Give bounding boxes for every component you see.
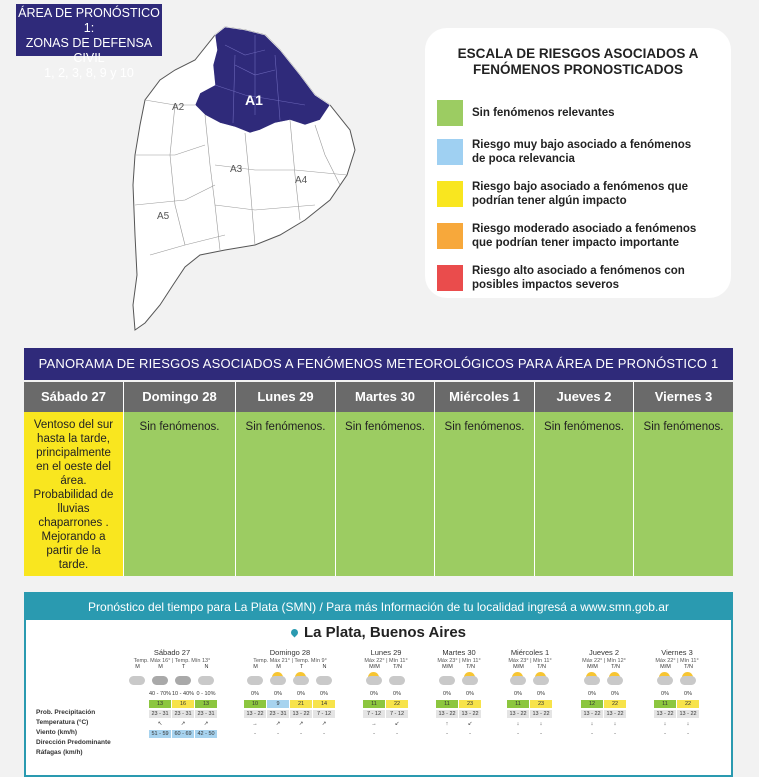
forecast-day — [507, 648, 553, 738]
forecast-row-dir — [126, 720, 218, 728]
forecast-value: 0 - 10% — [196, 691, 216, 697]
forecast-value: ↗ — [298, 721, 304, 727]
forecast-value: 7 - 12 — [386, 710, 408, 718]
period-label: M/M — [513, 664, 524, 670]
forecast-day — [581, 648, 627, 738]
period-label: M/M — [442, 664, 453, 670]
forecast-row-temp — [363, 700, 409, 708]
forecast-day-name: Miércoles 1 — [510, 648, 550, 657]
sun-cloud-icon — [290, 670, 313, 688]
sun-cloud-icon — [363, 670, 386, 688]
forecast-day-temps: Máx 22° | Mín 11° — [364, 658, 408, 664]
forecast-value: 10 - 40% — [172, 691, 195, 697]
forecast-value: 0% — [251, 691, 259, 697]
forecast-value: ↙ — [467, 721, 473, 727]
forecast-value: 22 — [386, 700, 408, 708]
forecast-day-temps: Máx 23° | Mín 11° — [437, 658, 481, 664]
period-label: M/M — [587, 664, 598, 670]
row-label: Ráfagas (km/h) — [36, 749, 83, 756]
forecast-value: 0% — [611, 691, 619, 697]
forecast-value: 0% — [443, 691, 451, 697]
forecast-day-temps: Temp. Máx 16° | Temp. Mín 13° — [133, 658, 211, 664]
forecast-day-name: Domingo 28 — [269, 648, 311, 657]
forecast-value: 13 - 22 — [604, 710, 626, 718]
forecast-day-temps: Máx 23° | Mín 11° — [508, 658, 552, 664]
forecast-value: 40 - 70% — [149, 691, 172, 697]
forecast-value — [126, 730, 148, 738]
cell-line: lluvias — [57, 503, 90, 515]
city-name: La Plata, Buenos Aires — [304, 624, 466, 641]
forecast-value: 23 - 31 — [267, 710, 289, 718]
legend-label: posibles impactos severos — [472, 279, 620, 291]
period-label: M/M — [369, 664, 380, 670]
forecast-day — [436, 648, 482, 738]
forecast-row-wind — [436, 710, 482, 718]
forecast-value: 60 - 69 — [172, 730, 194, 738]
forecast-value: - — [446, 731, 448, 737]
forecast-value: ↓ — [613, 721, 617, 727]
forecast-value: 13 — [195, 700, 217, 708]
forecast-day — [244, 648, 336, 738]
forecast-value: - — [614, 731, 616, 737]
rain-cloud-icon — [172, 670, 195, 688]
day-header: Jueves 2 — [535, 382, 634, 412]
area-header-line1: ÁREA DE PRONÓSTICO 1: — [18, 6, 160, 35]
forecast-value: 0% — [297, 691, 305, 697]
forecast-row-wind — [581, 710, 627, 718]
period-label: T/N — [611, 664, 620, 670]
cloud-icon — [436, 670, 459, 688]
period-label: T — [181, 664, 186, 670]
forecast-value: ↖ — [157, 721, 163, 727]
forecast-row-wind — [654, 710, 700, 718]
sun-cloud-icon — [459, 670, 482, 688]
legend-swatch — [437, 139, 463, 165]
cell-line: Ventoso del sur — [33, 419, 114, 431]
day-cell-saturday — [24, 412, 124, 576]
forecast-value: 0% — [274, 691, 282, 697]
forecast-row-prob — [581, 690, 627, 698]
forecast-value: - — [277, 731, 279, 737]
forecast-value: 23 — [530, 700, 552, 708]
forecast-value: 13 - 22 — [507, 710, 529, 718]
period-label: T/N — [537, 664, 546, 670]
legend-title — [425, 46, 731, 78]
forecast-value: 51 - 59 — [149, 730, 171, 738]
cell-line: en el oeste del — [36, 461, 111, 473]
forecast-row-temp — [581, 700, 627, 708]
forecast-value: 10 — [244, 700, 266, 708]
day-cell: Sin fenómenos. — [336, 412, 435, 576]
forecast-value: 13 - 22 — [677, 710, 699, 718]
risk-legend — [425, 28, 731, 298]
forecast-row-temp — [654, 700, 700, 708]
cell-line: Probabilidad de — [33, 489, 114, 501]
forecast-value: 13 - 22 — [530, 710, 552, 718]
sun-cloud-icon — [654, 670, 677, 688]
panorama-title: PANORAMA DE RIESGOS ASOCIADOS A FENÓMENOS METEOROLÓGICOS PARA ÁREA DE PRONÓSTICO 1 — [24, 348, 733, 380]
forecast-value: 12 — [581, 700, 603, 708]
forecast-banner[interactable]: Pronóstico del tiempo para La Plata (SMN) / Para más Información de tu localidad ingresá a www.smn.gob.ar — [26, 594, 731, 620]
forecast-row-gust — [654, 730, 700, 738]
forecast-row-prob — [507, 690, 553, 698]
forecast-value: 0% — [537, 691, 545, 697]
forecast-value: - — [300, 731, 302, 737]
forecast-day-name: Jueves 2 — [588, 648, 620, 657]
day-header: Lunes 29 — [236, 382, 336, 412]
forecast-value: 11 — [507, 700, 529, 708]
forecast-value: ↗ — [275, 721, 281, 727]
forecast-value: ↓ — [516, 721, 520, 727]
forecast-value: 0% — [393, 691, 401, 697]
forecast-value: ↙ — [394, 721, 400, 727]
forecast-value: 7 - 12 — [363, 710, 385, 718]
forecast-value — [126, 720, 148, 728]
day-cell: Sin fenómenos. — [435, 412, 535, 576]
forecast-value: ↑ — [445, 721, 449, 727]
forecast-value: 13 - 22 — [581, 710, 603, 718]
period-label: T/N — [684, 664, 693, 670]
day-header: Miércoles 1 — [435, 382, 535, 412]
legend-swatch — [437, 100, 463, 126]
area-header-line2: ZONAS DE DEFENSA CIVIL — [25, 36, 153, 65]
forecast-value: - — [396, 731, 398, 737]
legend-label: Riesgo alto asociado a fenómenos con — [472, 265, 685, 277]
forecast-value: 13 - 22 — [436, 710, 458, 718]
forecast-row-gust — [581, 730, 627, 738]
forecast-value: - — [254, 731, 256, 737]
map-label-a3: A3 — [230, 164, 243, 175]
legend-item-low — [437, 180, 717, 208]
period-label: T/N — [393, 664, 402, 670]
map-label-a2: A2 — [172, 102, 185, 113]
forecast-value: - — [664, 731, 666, 737]
forecast-row-gust — [363, 730, 409, 738]
forecast-value: ↗ — [203, 721, 209, 727]
forecast-value — [126, 710, 148, 718]
forecast-value: 0% — [320, 691, 328, 697]
day-cell: Sin fenómenos. — [124, 412, 236, 576]
legend-item-none — [437, 100, 717, 126]
location-pin-icon — [290, 628, 300, 638]
forecast-value: 0% — [684, 691, 692, 697]
legend-label: Riesgo moderado asociado a fenómenos — [472, 223, 697, 235]
forecast-value: ↓ — [539, 721, 543, 727]
period-label: M — [158, 664, 163, 670]
forecast-value: 13 - 22 — [290, 710, 312, 718]
forecast-value: → — [371, 721, 377, 727]
forecast-day-name: Martes 30 — [442, 648, 476, 657]
forecast-row-prob — [126, 690, 218, 698]
forecast-value: 0% — [588, 691, 596, 697]
panorama-cells — [24, 412, 733, 576]
period-label: M — [276, 664, 281, 670]
forecast-value: - — [373, 731, 375, 737]
forecast-value: 7 - 12 — [313, 710, 335, 718]
forecast-value: ↗ — [321, 721, 327, 727]
forecast-value: 23 - 31 — [149, 710, 171, 718]
forecast-value: ↓ — [590, 721, 594, 727]
forecast-day-temps: Temp. Máx 21° | Temp. Mín 9° — [253, 658, 327, 664]
forecast-value: 13 — [149, 700, 171, 708]
legend-swatch — [437, 181, 463, 207]
forecast-value: 11 — [436, 700, 458, 708]
forecast-day-name: Lunes 29 — [370, 648, 402, 657]
forecast-value: 22 — [677, 700, 699, 708]
forecast-row-prob — [654, 690, 700, 698]
period-label: N — [322, 664, 327, 670]
legend-label: que podrían tener impacto importante — [472, 237, 680, 249]
forecast-value: 22 — [604, 700, 626, 708]
forecast-value: 23 - 31 — [172, 710, 194, 718]
sun-cloud-icon — [604, 670, 627, 688]
sun-cloud-icon — [677, 670, 700, 688]
cloud-icon — [313, 670, 336, 688]
forecast-row-temp — [436, 700, 482, 708]
forecast-day-temps: Máx 22° | Mín 12° — [582, 658, 626, 664]
legend-item-high — [437, 264, 717, 292]
forecast-row-temp — [126, 700, 218, 708]
day-cell: Sin fenómenos. — [535, 412, 634, 576]
forecast-value: 42 - 50 — [195, 730, 217, 738]
legend-item-very-low — [437, 138, 717, 166]
forecast-row-dir — [244, 720, 336, 728]
cloud-icon — [126, 670, 149, 688]
forecast-value: 21 — [290, 700, 312, 708]
forecast-value: 0% — [514, 691, 522, 697]
period-label: M — [253, 664, 258, 670]
cell-line: Mejorando a — [41, 531, 106, 543]
forecast-day — [126, 648, 218, 738]
cell-line: chaparrones . — [38, 517, 109, 529]
forecast-value: → — [252, 721, 258, 727]
forecast-row-gust — [507, 730, 553, 738]
map-label-a4: A4 — [295, 175, 308, 186]
forecast-row-wind — [507, 710, 553, 718]
forecast-value: 23 - 31 — [195, 710, 217, 718]
legend-title-line2: FENÓMENOS PRONOSTICADOS — [472, 62, 683, 77]
cell-line: tarde. — [58, 559, 89, 571]
sun-cloud-icon — [581, 670, 604, 688]
period-label: T/N — [466, 664, 475, 670]
period-label: M/M — [660, 664, 671, 670]
forecast-value: 0% — [370, 691, 378, 697]
forecast-value: ↗ — [180, 721, 186, 727]
forecast-row-gust — [126, 730, 218, 738]
forecast-value: ↓ — [686, 721, 690, 727]
forecast-row-wind — [244, 710, 336, 718]
forecast-row-dir — [581, 720, 627, 728]
legend-item-moderate — [437, 222, 717, 250]
forecast-day — [363, 648, 409, 738]
forecast-row-temp — [507, 700, 553, 708]
forecast-day — [654, 648, 700, 738]
legend-swatch — [437, 223, 463, 249]
map-label-a5: A5 — [157, 211, 170, 222]
day-header: Martes 30 — [336, 382, 435, 412]
rain-cloud-icon — [149, 670, 172, 688]
period-label: T — [299, 664, 304, 670]
forecast-day-name: Viernes 3 — [661, 648, 693, 657]
forecast-value: 14 — [313, 700, 335, 708]
period-label: N — [204, 664, 209, 670]
forecast-value: 13 - 22 — [654, 710, 676, 718]
day-header: Viernes 3 — [634, 382, 733, 412]
legend-label: Riesgo muy bajo asociado a fenómenos — [472, 139, 692, 151]
day-header: Sábado 27 — [24, 382, 124, 412]
forecast-value: - — [591, 731, 593, 737]
forecast-value: 11 — [654, 700, 676, 708]
forecast-value: 13 - 22 — [244, 710, 266, 718]
day-header: Domingo 28 — [124, 382, 236, 412]
forecast-row-prob — [363, 690, 409, 698]
forecast-value: - — [687, 731, 689, 737]
cell-line: área. — [60, 475, 87, 487]
legend-label: Sin fenómenos relevantes — [472, 107, 615, 119]
forecast-row-gust — [436, 730, 482, 738]
forecast-value: 0% — [661, 691, 669, 697]
row-label: Viento (km/h) — [36, 729, 78, 736]
forecast-value: - — [469, 731, 471, 737]
forecast-day-temps: Máx 22° | Mín 11° — [655, 658, 699, 664]
forecast-value: 16 — [172, 700, 194, 708]
forecast-value: 9 — [267, 700, 289, 708]
forecast-value: 0% — [466, 691, 474, 697]
row-label: Temperatura (°C) — [36, 719, 89, 726]
forecast-value: ↓ — [663, 721, 667, 727]
forecast-value: 23 — [459, 700, 481, 708]
forecast-value: - — [540, 731, 542, 737]
province-map — [115, 5, 375, 335]
forecast-row-temp — [244, 700, 336, 708]
forecast-row-dir — [436, 720, 482, 728]
legend-title-line1: ESCALA DE RIESGOS ASOCIADOS A — [457, 46, 699, 61]
sun-cloud-icon — [507, 670, 530, 688]
forecast-row-wind — [363, 710, 409, 718]
sun-cloud-icon — [267, 670, 290, 688]
cloud-icon — [386, 670, 409, 688]
cloud-icon — [195, 670, 218, 688]
period-label: M — [135, 664, 140, 670]
legend-label: de poca relevancia — [472, 153, 575, 165]
forecast-row-prob — [244, 690, 336, 698]
forecast-row-wind — [126, 710, 218, 718]
forecast-row-dir — [363, 720, 409, 728]
day-cell: Sin fenómenos. — [236, 412, 336, 576]
cell-line: partir de la — [46, 545, 101, 557]
forecast-value — [126, 690, 148, 698]
forecast-value: 11 — [363, 700, 385, 708]
panorama-day-headers — [24, 382, 733, 412]
forecast-row-dir — [507, 720, 553, 728]
forecast-value — [126, 700, 148, 708]
legend-label: Riesgo bajo asociado a fenómenos que — [472, 181, 688, 193]
forecast-row-gust — [244, 730, 336, 738]
area-header-line3: 1, 2, 3, 8, 9 y 10 — [44, 66, 134, 80]
map-label-a1: A1 — [245, 92, 263, 108]
cloud-icon — [244, 670, 267, 688]
cell-line: hasta la tarde, — [37, 433, 110, 445]
cell-line: principalmente — [36, 447, 111, 459]
forecast-panel — [24, 592, 733, 777]
legend-swatch — [437, 265, 463, 291]
forecast-row-dir — [654, 720, 700, 728]
sun-cloud-icon — [530, 670, 553, 688]
forecast-value: - — [517, 731, 519, 737]
day-cell: Sin fenómenos. — [634, 412, 733, 576]
forecast-value: 13 - 22 — [459, 710, 481, 718]
forecast-city — [26, 624, 731, 641]
row-label: Dirección Predominante — [36, 739, 111, 746]
row-label: Prob. Precipitación — [36, 709, 96, 716]
forecast-row-prob — [436, 690, 482, 698]
legend-label: podrían tener algún impacto — [472, 195, 627, 207]
forecast-value: - — [323, 731, 325, 737]
forecast-day-name: Sábado 27 — [153, 648, 191, 657]
